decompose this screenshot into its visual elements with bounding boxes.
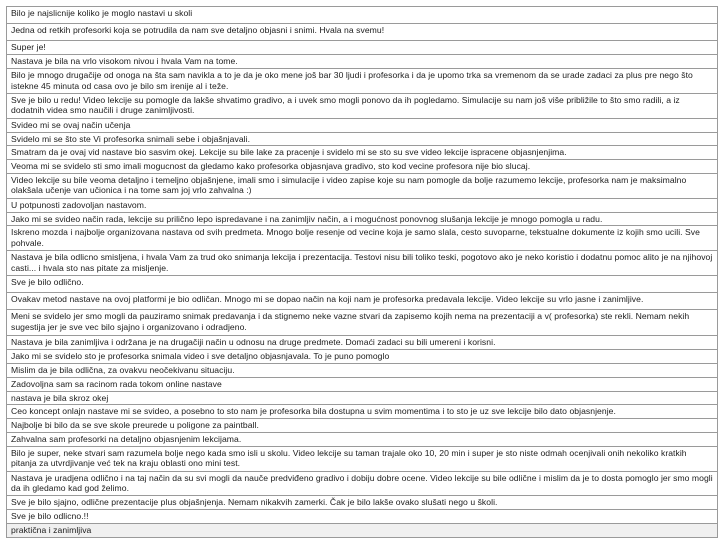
- response-text: Sve je bilo odlično.: [11, 276, 84, 287]
- response-text: Video lekcije su bile veoma detaljno i temeljno objašnjene, imali smo i simulacije i video zapise koje su nam pomogle da bolje razumemo lekcije, profesorka nam je maksimalno olakšala učenje van učionica i na tome sam joj vrlo zahvalna :): [11, 175, 687, 196]
- table-row: [7, 146, 718, 160]
- table-row: [7, 433, 718, 447]
- response-text: Jako mi se svideo način rada, lekcije su prilično lepo ispredavane i na zanimljiv način, a i mogućnost ponovnog slušanja lekcije je mnogo pomogla u radu.: [11, 213, 603, 224]
- response-text: Jedna od retkih profesorki koja se potrudila da nam sve detaljno objasni i snimi. Hvala na svemu!: [11, 24, 385, 35]
- response-text: U potpunosti zadovoljan nastavom.: [11, 199, 147, 210]
- table-row: [7, 510, 718, 524]
- table-row: [7, 94, 718, 119]
- response-text: Nastava je uradjena odlično i na taj način da su svi mogli da nauče predviđeno gradivo i dobiju dobre ocene. Video lekcije su bile odlične i mislim da je to dosta pomoglo jer smo mogli da ih gledamo kad god želimo.: [11, 472, 713, 494]
- response-text: Veoma mi se svidelo sti smo imali mogucnost da gledamo kako profesorka objasnjava gradivo, sto kod vecine profesora nije bio slucaj.: [11, 161, 531, 172]
- table-row: [7, 336, 718, 350]
- table-row: [7, 276, 718, 293]
- response-text: Bilo je super, neke stvari sam razumela bolje nego kada smo isli u skolu. Video lekcije su taman trajale oko 10, 20 min i super je sto niste odmah ocenjivali onih nekoliko kratkih pitanja za utvrdjivanje već tek na kraju oblasti ono mini test.: [11, 447, 687, 469]
- response-text: Nastava je bila zanimljiva i održana je na drugačiji način u odnosu na druge predmete. Domaći zadaci su bili umereni i korisni.: [11, 337, 496, 348]
- response-text: Sve je bilo odlicno.!!: [11, 511, 89, 522]
- table-row: [7, 350, 718, 364]
- table-row: [7, 496, 718, 510]
- table-row: [7, 310, 718, 336]
- table-row: [7, 392, 718, 406]
- response-text: Svidelo mi se što ste Vi profesorka snimali sebe i objašnjavali.: [11, 133, 251, 144]
- table-row: [7, 472, 718, 497]
- response-text: Meni se svidelo jer smo mogli da pauziramo snimak predavanja i da stignemo neke vazne stvari da zapisemo kojih nema na prezentaciji a v( profesorka) ste rekli. Nemam nekih sugestija jer je sve vec bilo sjajno i organizovano i odradjeno.: [11, 311, 690, 332]
- response-text: praktična i zanimljiva: [11, 525, 92, 536]
- response-text: Nastava je bila na vrlo visokom nivou i hvala Vam na tome.: [11, 56, 238, 67]
- response-text: Bilo je mnogo drugačije od onoga na šta sam navikla a to je da je oko mene još bar 30 ljudi i profesorka i da je upomo trka sa vremenom da se urade zadaci za plus pre nego što istekne 45 minuta od casa ovo je bilo sm irenije al i teže.: [11, 70, 693, 91]
- responses-table: [6, 6, 718, 538]
- table-row: [7, 226, 718, 251]
- table-row: [7, 419, 718, 433]
- table-row: [7, 133, 718, 147]
- table-row: [7, 41, 718, 56]
- response-text: Zahvalna sam profesorki na detaljno objasnjenim lekcijama.: [11, 434, 242, 445]
- table-row: [7, 213, 718, 227]
- response-text: Sve je bilo u redu! Video lekcije su pomogle da lakše shvatimo gradivo, a i uvek smo mogli ponovo da ih pogledamo. Simulacije su nam još više približile to što smo radili, a iz dodatnih videa smo naučili i druge zanimljivosti.: [11, 95, 680, 116]
- response-text: Sve je bilo sjajno, odlične prezentacije plus objašnjenja. Nemam nikakvih zamerki. Čak je bilo lakše ovako slušati nego u školi.: [11, 497, 498, 508]
- response-text: Ovakav metod nastave na ovoj platformi je bio odličan. Mnogo mi se dopao način na koji nam je profesorka predavala lekcije. Video lekcije su vrlo jasne i zanimljive.: [11, 293, 644, 304]
- response-text: Svideo mi se ovaj način učenja: [11, 119, 131, 130]
- table-row: [7, 7, 718, 24]
- response-text: Zadovoljna sam sa racinom rada tokom online nastave: [11, 378, 222, 389]
- table-row: [7, 405, 718, 419]
- table-row: [7, 293, 718, 311]
- response-text: Ceo koncept onlajn nastave mi se svideo, a posebno to sto nam je profesorka bila dostupna u svim momentima i to sto je uz sve lekcije bilo dato objasnjenje.: [11, 406, 616, 417]
- response-text: nastava je bila skroz okej: [11, 392, 109, 403]
- table-row: [7, 447, 718, 472]
- response-text: Najbolje bi bilo da se sve skole preurede u poligone za paintball.: [11, 420, 259, 431]
- response-text: Smatram da je ovaj vid nastave bio sasvim okej. Lekcije su bile lake za pracenje i svidelo mi se sto su sve video lekcije ispracene objasnjenjima.: [11, 147, 567, 158]
- response-text: Iskreno mozda i najbolje organizovana nastava od svih predmeta. Mnogo bolje resenje od vecine koja je samo slala, cesto suvoparne, tekstualne dokumente iz kojih smo ucili. Sve pohvale.: [11, 227, 700, 248]
- table-row: [7, 69, 718, 94]
- table-row: [7, 174, 718, 199]
- table-row: [7, 378, 718, 392]
- table-row: [7, 364, 718, 378]
- response-text: Mislim da je bila odlična, za ovakvu neočekivanu situaciju.: [11, 364, 235, 375]
- table-row: [7, 24, 718, 41]
- response-text: Nastava je bila odlicno smisljena, i hvala Vam za trud oko snimanja lekcija i prezentacija. Testovi nisu bili toliko teski, pogotovo ako je neko koristio i dodatnu pomoc alito je na njihovoj casti... i hvala sto nas pitate za misljenje.: [11, 252, 713, 273]
- response-text: Bilo je najslicnije koliko je moglo nastavi u skoli: [11, 8, 193, 18]
- response-text: Super je!: [11, 41, 46, 52]
- table-row: [7, 524, 718, 538]
- table-row: [7, 251, 718, 276]
- response-text: Jako mi se svidelo sto je profesorka snimala video i sve detaljno objasnjavala. To je puno pomoglo: [11, 351, 390, 362]
- table-row: [7, 160, 718, 174]
- table-row: [7, 199, 718, 213]
- table-row: [7, 55, 718, 69]
- table-row: [7, 119, 718, 133]
